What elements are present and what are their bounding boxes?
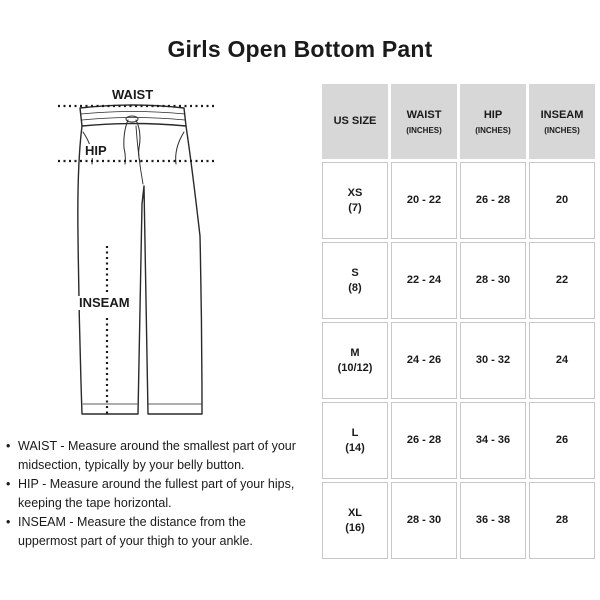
header-hip: HIP (INCHES): [460, 84, 526, 159]
inseam-label: INSEAM: [79, 295, 130, 310]
inseam-cell: 22: [529, 242, 595, 319]
inseam-cell: 28: [529, 482, 595, 559]
header-inseam: INSEAM (INCHES): [529, 84, 595, 159]
waist-cell: 28 - 30: [391, 482, 457, 559]
header-us-size: US SIZE: [322, 84, 388, 159]
bullet-icon: •: [6, 477, 11, 491]
waist-label: WAIST: [112, 87, 154, 102]
inseam-instruction: • INSEAM - Measure the distance from the uppermost part of your thigh to your ankle.: [6, 515, 253, 548]
hip-label: HIP: [85, 143, 107, 158]
bullet-icon: •: [6, 515, 11, 529]
size-chart-table: [322, 84, 596, 562]
measurement-instructions: [6, 437, 306, 551]
pant-illustration: [50, 86, 290, 431]
pant-diagram: [50, 86, 290, 431]
inseam-cell: 26: [529, 402, 595, 479]
hip-cell: 28 - 30: [460, 242, 526, 319]
size-cell: XL (16): [322, 482, 388, 559]
size-cell: L (14): [322, 402, 388, 479]
page-title: Girls Open Bottom Pant: [167, 36, 433, 62]
hip-cell: 26 - 28: [460, 162, 526, 239]
inseam-cell: 24: [529, 322, 595, 399]
waist-cell: 20 - 22: [391, 162, 457, 239]
waist-cell: 26 - 28: [391, 402, 457, 479]
size-cell: M (10/12): [322, 322, 388, 399]
hip-cell: 34 - 36: [460, 402, 526, 479]
inseam-cell: 20: [529, 162, 595, 239]
hip-cell: 30 - 32: [460, 322, 526, 399]
hip-cell: 36 - 38: [460, 482, 526, 559]
bullet-icon: •: [6, 439, 11, 453]
waist-cell: 24 - 26: [391, 322, 457, 399]
header-waist: WAIST (INCHES): [391, 84, 457, 159]
size-cell: XS (7): [322, 162, 388, 239]
waist-cell: 22 - 24: [391, 242, 457, 319]
waist-instruction: • WAIST - Measure around the smallest part of your midsection, typically by your belly button.: [6, 439, 296, 472]
size-cell: S (8): [322, 242, 388, 319]
hip-instruction: • HIP - Measure around the fullest part of your hips, keeping the tape horizontal.: [6, 477, 295, 510]
